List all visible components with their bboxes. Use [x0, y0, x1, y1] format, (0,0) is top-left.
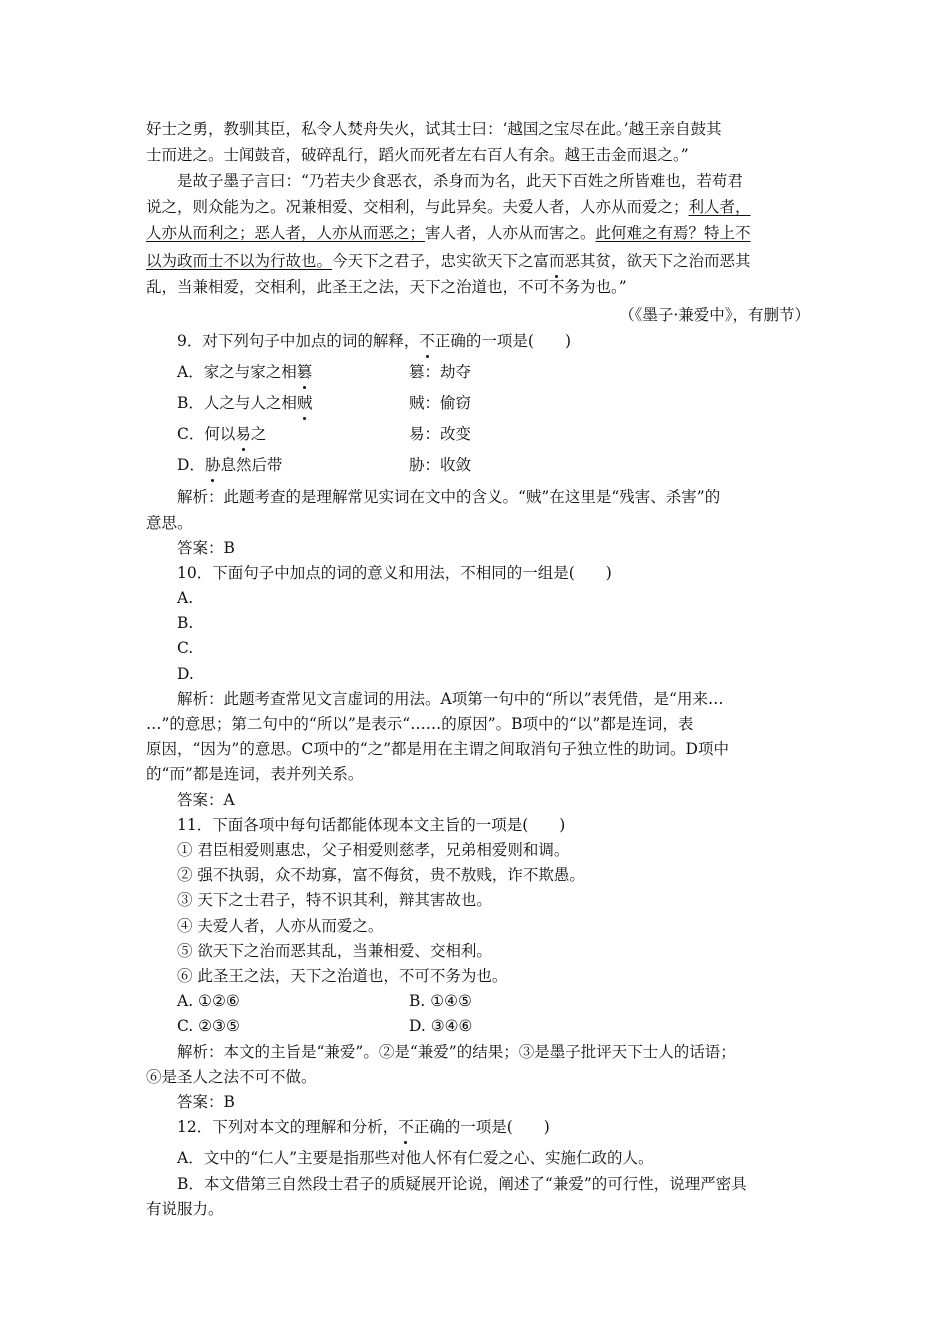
- underlined-text: 此何难之有焉？特上不: [595, 224, 751, 242]
- dotted-char: 不: [398, 1118, 414, 1136]
- question-9-answer: 答案：B: [177, 539, 235, 557]
- passage-text: 恶其贫，欲天下之治而恶其: [564, 252, 751, 270]
- option-text: A．家之与家之相: [177, 363, 297, 381]
- question-9-analysis: 意思。: [146, 514, 193, 532]
- dotted-char: 易: [235, 425, 251, 443]
- question-10-option-c: C.: [177, 639, 194, 657]
- option-gloss: 贼：偷窃: [409, 394, 472, 412]
- underlined-text: 利人者，: [688, 198, 751, 216]
- source-citation: （《墨子·兼爱中》，有删节）: [619, 306, 810, 324]
- underlined-text: 人亦从而利之；恶人者，人亦从而恶之；: [146, 224, 426, 242]
- passage-text: 今天下之君子，忠实欲天下之富: [332, 252, 550, 270]
- question-10-analysis: 的“而”都是连词，表并列关系。: [146, 765, 364, 783]
- question-11-item: ⑥ 此圣王之法，天下之治道也，不可不务为也。: [177, 967, 508, 985]
- question-11-options-row: [177, 990, 777, 1012]
- question-11-analysis: ⑥是圣人之法不可不做。: [146, 1068, 317, 1086]
- question-9-option-d: [177, 454, 777, 476]
- passage-line: [146, 222, 751, 244]
- question-11-item: ② 强不执弱，众不劫寡，富不侮贫，贵不敖贱，诈不欺愚。: [177, 866, 585, 884]
- dotted-char: 而: [549, 252, 565, 270]
- question-11-analysis: 解析：本文的主旨是“兼爱”。②是“兼爱”的结果；③是墨子批评天下士人的话语；: [177, 1043, 736, 1061]
- question-12-option-b: B．本文借第三自然段士君子的质疑展开论说，阐述了“兼爱”的可行性，说理严密具: [177, 1175, 747, 1193]
- passage-line: 乱，当兼相爱，交相利，此圣王之法，天下之治道也，不可不务为也。”: [146, 278, 627, 296]
- passage-line: 是故子墨子言曰：“乃若夫少食恶衣，杀身而为名，此天下百姓之所皆难也，若苟君: [177, 172, 743, 190]
- question-11-stem: 11．下面各项中每句话都能体现本文主旨的一项是( ): [177, 816, 566, 834]
- question-11-option-b: B. ①④⑤: [409, 992, 472, 1010]
- question-11-item: ⑤ 欲天下之治而恶其乱，当兼相爱、交相利。: [177, 942, 492, 960]
- passage-line: [146, 250, 751, 272]
- question-9-stem: [177, 330, 571, 352]
- option-gloss: 篡：劫夺: [409, 363, 472, 381]
- passage-text: 害人者，人亦从而害之。: [425, 224, 596, 242]
- option-text: 之: [250, 425, 267, 443]
- underlined-text: 以为政而士不以为行故也。: [146, 252, 333, 270]
- question-9-option-a: [177, 361, 777, 383]
- stem-text: 12．下列对本文的理解和分析，: [177, 1118, 399, 1136]
- passage-text: 说之，则众能为之。况兼相爱、交相利，与此异矣。夫爱人者，人亦从而爱之；: [146, 198, 689, 216]
- dotted-char: 不: [419, 332, 435, 350]
- option-text: 息然后带: [220, 456, 283, 474]
- question-10-option-b: B.: [177, 614, 194, 632]
- option-text: B．人之与人之相: [177, 394, 297, 412]
- question-11-option-c: C. ②③⑤: [177, 1017, 240, 1035]
- option-text: D．: [177, 456, 205, 474]
- option-gloss: 胁：收敛: [409, 456, 472, 474]
- question-10-option-a: A.: [177, 589, 194, 607]
- question-10-answer: 答案：A: [177, 791, 235, 809]
- dotted-char: 篡: [296, 363, 313, 381]
- question-11-item: ③ 天下之士君子，特不识其利，辩其害故也。: [177, 891, 492, 909]
- option-text: C．何以: [177, 425, 236, 443]
- question-12-option-b: 有说服力。: [146, 1200, 224, 1218]
- passage-line: 好士之勇，教驯其臣，私令人焚舟失火，试其士曰：‘越国之宝尽在此。’越王亲自鼓其: [146, 120, 722, 138]
- question-10-analysis: 原因，“因为”的意思。C项中的“之”都是用在主谓之间取消句子独立性的助词。D项中: [146, 740, 729, 758]
- question-10-option-d: D.: [177, 665, 194, 683]
- question-11-option-a: A. ①②⑥: [177, 992, 240, 1010]
- stem-text: 正确的一项是( ): [413, 1118, 550, 1136]
- question-10-analysis: 解析：此题考查常见文言虚词的用法。A项第一句中的“所以”表凭借，是“用来…: [177, 690, 724, 708]
- question-9-option-b: [177, 392, 777, 414]
- dotted-char: 贼: [296, 394, 313, 412]
- option-gloss: 易：改变: [409, 425, 472, 443]
- dotted-char: 胁: [204, 456, 221, 474]
- stem-text: 正确的一项是( ): [434, 332, 571, 350]
- question-11-answer: 答案：B: [177, 1093, 235, 1111]
- question-11-item: ① 君臣相爱则惠忠，父子相爱则慈孝，兄弟相爱则和调。: [177, 841, 570, 859]
- question-11-option-d: D. ③④⑥: [409, 1017, 473, 1035]
- question-11-options-row: [177, 1015, 777, 1037]
- stem-text: 9．对下列句子中加点的词的解释，: [177, 332, 420, 350]
- question-9-analysis: 解析：此题考查的是理解常见实词在文中的含义。“贼”在这里是“残害、杀害”的: [177, 488, 721, 506]
- question-9-option-c: [177, 423, 777, 445]
- question-11-item: ④ 夫爱人者，人亦从而爱之。: [177, 917, 384, 935]
- question-10-stem: 10．下面句子中加点的词的意义和用法，不相同的一组是( ): [177, 564, 612, 582]
- question-12-option-a: A．文中的“仁人”主要是指那些对他人怀有仁爱之心、实施仁政的人。: [177, 1149, 654, 1167]
- passage-line: 士而进之。士闻鼓音，破碎乱行，蹈火而死者左右百人有余。越王击金而退之。”: [146, 146, 689, 164]
- question-12-stem: [177, 1116, 550, 1138]
- passage-line: [146, 196, 751, 218]
- question-10-analysis: …”的意思；第二句中的“所以”是表示“……的原因”。B项中的“以”都是连词，表: [146, 715, 694, 733]
